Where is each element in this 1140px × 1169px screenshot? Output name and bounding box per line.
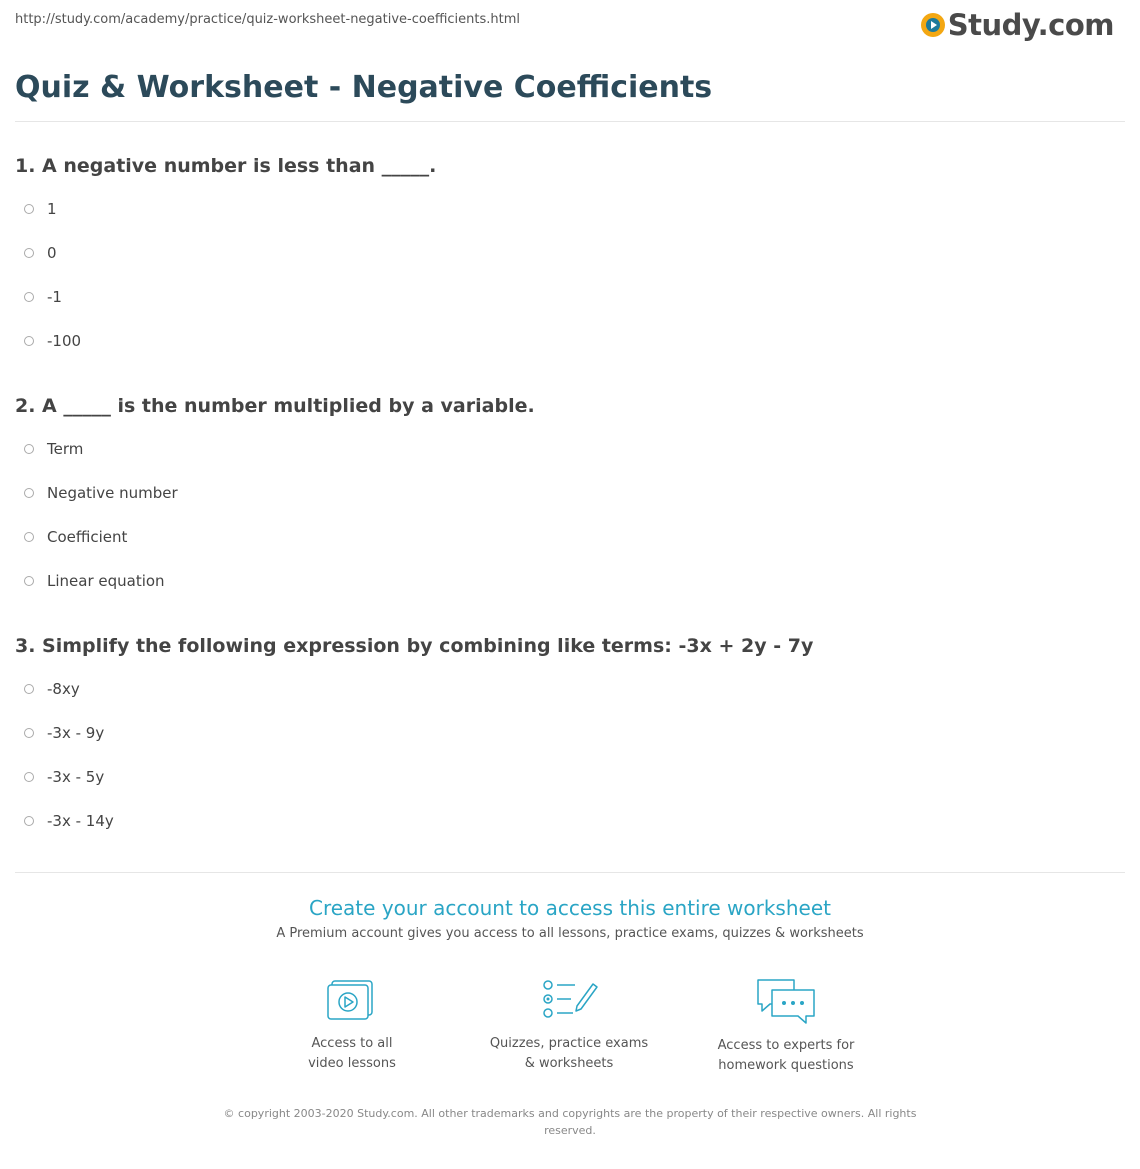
answer-option[interactable] xyxy=(24,332,81,350)
option-label: -8xy xyxy=(47,680,80,698)
feature-line-1: Quizzes, practice exams xyxy=(489,1036,649,1051)
radio-button[interactable] xyxy=(24,772,34,782)
option-label: 0 xyxy=(47,244,57,262)
radio-button[interactable] xyxy=(24,532,34,542)
feature-line-1: Access to experts for xyxy=(717,1038,855,1053)
option-label: -100 xyxy=(47,332,82,350)
feature-line-1: Access to all xyxy=(311,1036,393,1051)
radio-button[interactable] xyxy=(24,816,34,826)
radio-button[interactable] xyxy=(24,488,34,498)
feature-line-2: homework questions xyxy=(718,1058,854,1073)
create-account-link[interactable]: Create your account to access this entire worksheet xyxy=(309,896,831,920)
answer-option[interactable] xyxy=(24,768,104,786)
option-label: -3x - 9y xyxy=(47,724,105,742)
quiz-checklist-icon xyxy=(539,976,599,1024)
option-label: Term xyxy=(47,440,84,458)
answer-option[interactable] xyxy=(24,244,57,262)
option-label: -3x - 5y xyxy=(47,768,105,786)
radio-button[interactable] xyxy=(24,204,34,214)
answer-option[interactable] xyxy=(24,724,104,742)
radio-button[interactable] xyxy=(24,292,34,302)
feature-experts xyxy=(696,976,876,1076)
logo-text: Study.com xyxy=(947,8,1114,42)
radio-button[interactable] xyxy=(24,444,34,454)
radio-button[interactable] xyxy=(24,684,34,694)
answer-option[interactable] xyxy=(24,528,127,546)
copyright-text: © copyright 2003-2020 Study.com. All other trademarks and copyrights are the property of their respective owners. All rights reserved. xyxy=(223,1107,917,1137)
option-label: Coefficient xyxy=(47,528,128,546)
radio-button[interactable] xyxy=(24,728,34,738)
feature-video-lessons xyxy=(262,976,442,1074)
feature-quizzes xyxy=(479,976,659,1074)
answer-option[interactable] xyxy=(24,572,165,590)
page-title: Quiz & Worksheet - Negative Coefficients xyxy=(15,70,713,105)
promo-subtitle: A Premium account gives you access to all lessons, practice exams, quizzes & worksheets xyxy=(276,926,864,941)
answer-option[interactable] xyxy=(24,680,80,698)
option-label: -3x - 14y xyxy=(47,812,114,830)
answer-option[interactable] xyxy=(24,812,114,830)
answer-option[interactable] xyxy=(24,440,83,458)
answer-option[interactable] xyxy=(24,484,178,502)
option-label: -1 xyxy=(47,288,62,306)
option-label: 1 xyxy=(47,200,57,218)
feature-line-2: video lessons xyxy=(308,1056,396,1071)
question-text: 2. A _____ is the number multiplied by a variable. xyxy=(15,395,535,417)
radio-button[interactable] xyxy=(24,248,34,258)
video-lessons-icon xyxy=(324,976,380,1024)
radio-button[interactable] xyxy=(24,336,34,346)
page-url: http://study.com/academy/practice/quiz-worksheet-negative-coefficients.html xyxy=(15,12,521,27)
answer-option[interactable] xyxy=(24,200,57,218)
answer-option[interactable] xyxy=(24,288,62,306)
option-label: Linear equation xyxy=(47,572,165,590)
chat-bubbles-icon xyxy=(754,976,818,1026)
title-divider xyxy=(15,121,1125,122)
question-text: 1. A negative number is less than _____. xyxy=(15,155,437,177)
study-logo[interactable] xyxy=(921,8,1114,42)
radio-button[interactable] xyxy=(24,576,34,586)
feature-line-2: & worksheets xyxy=(524,1056,614,1071)
play-logo-icon xyxy=(921,13,945,37)
promo-divider xyxy=(15,872,1125,873)
question-text: 3. Simplify the following expression by combining like terms: -3x + 2y - 7y xyxy=(15,635,814,657)
option-label: Negative number xyxy=(47,484,178,502)
